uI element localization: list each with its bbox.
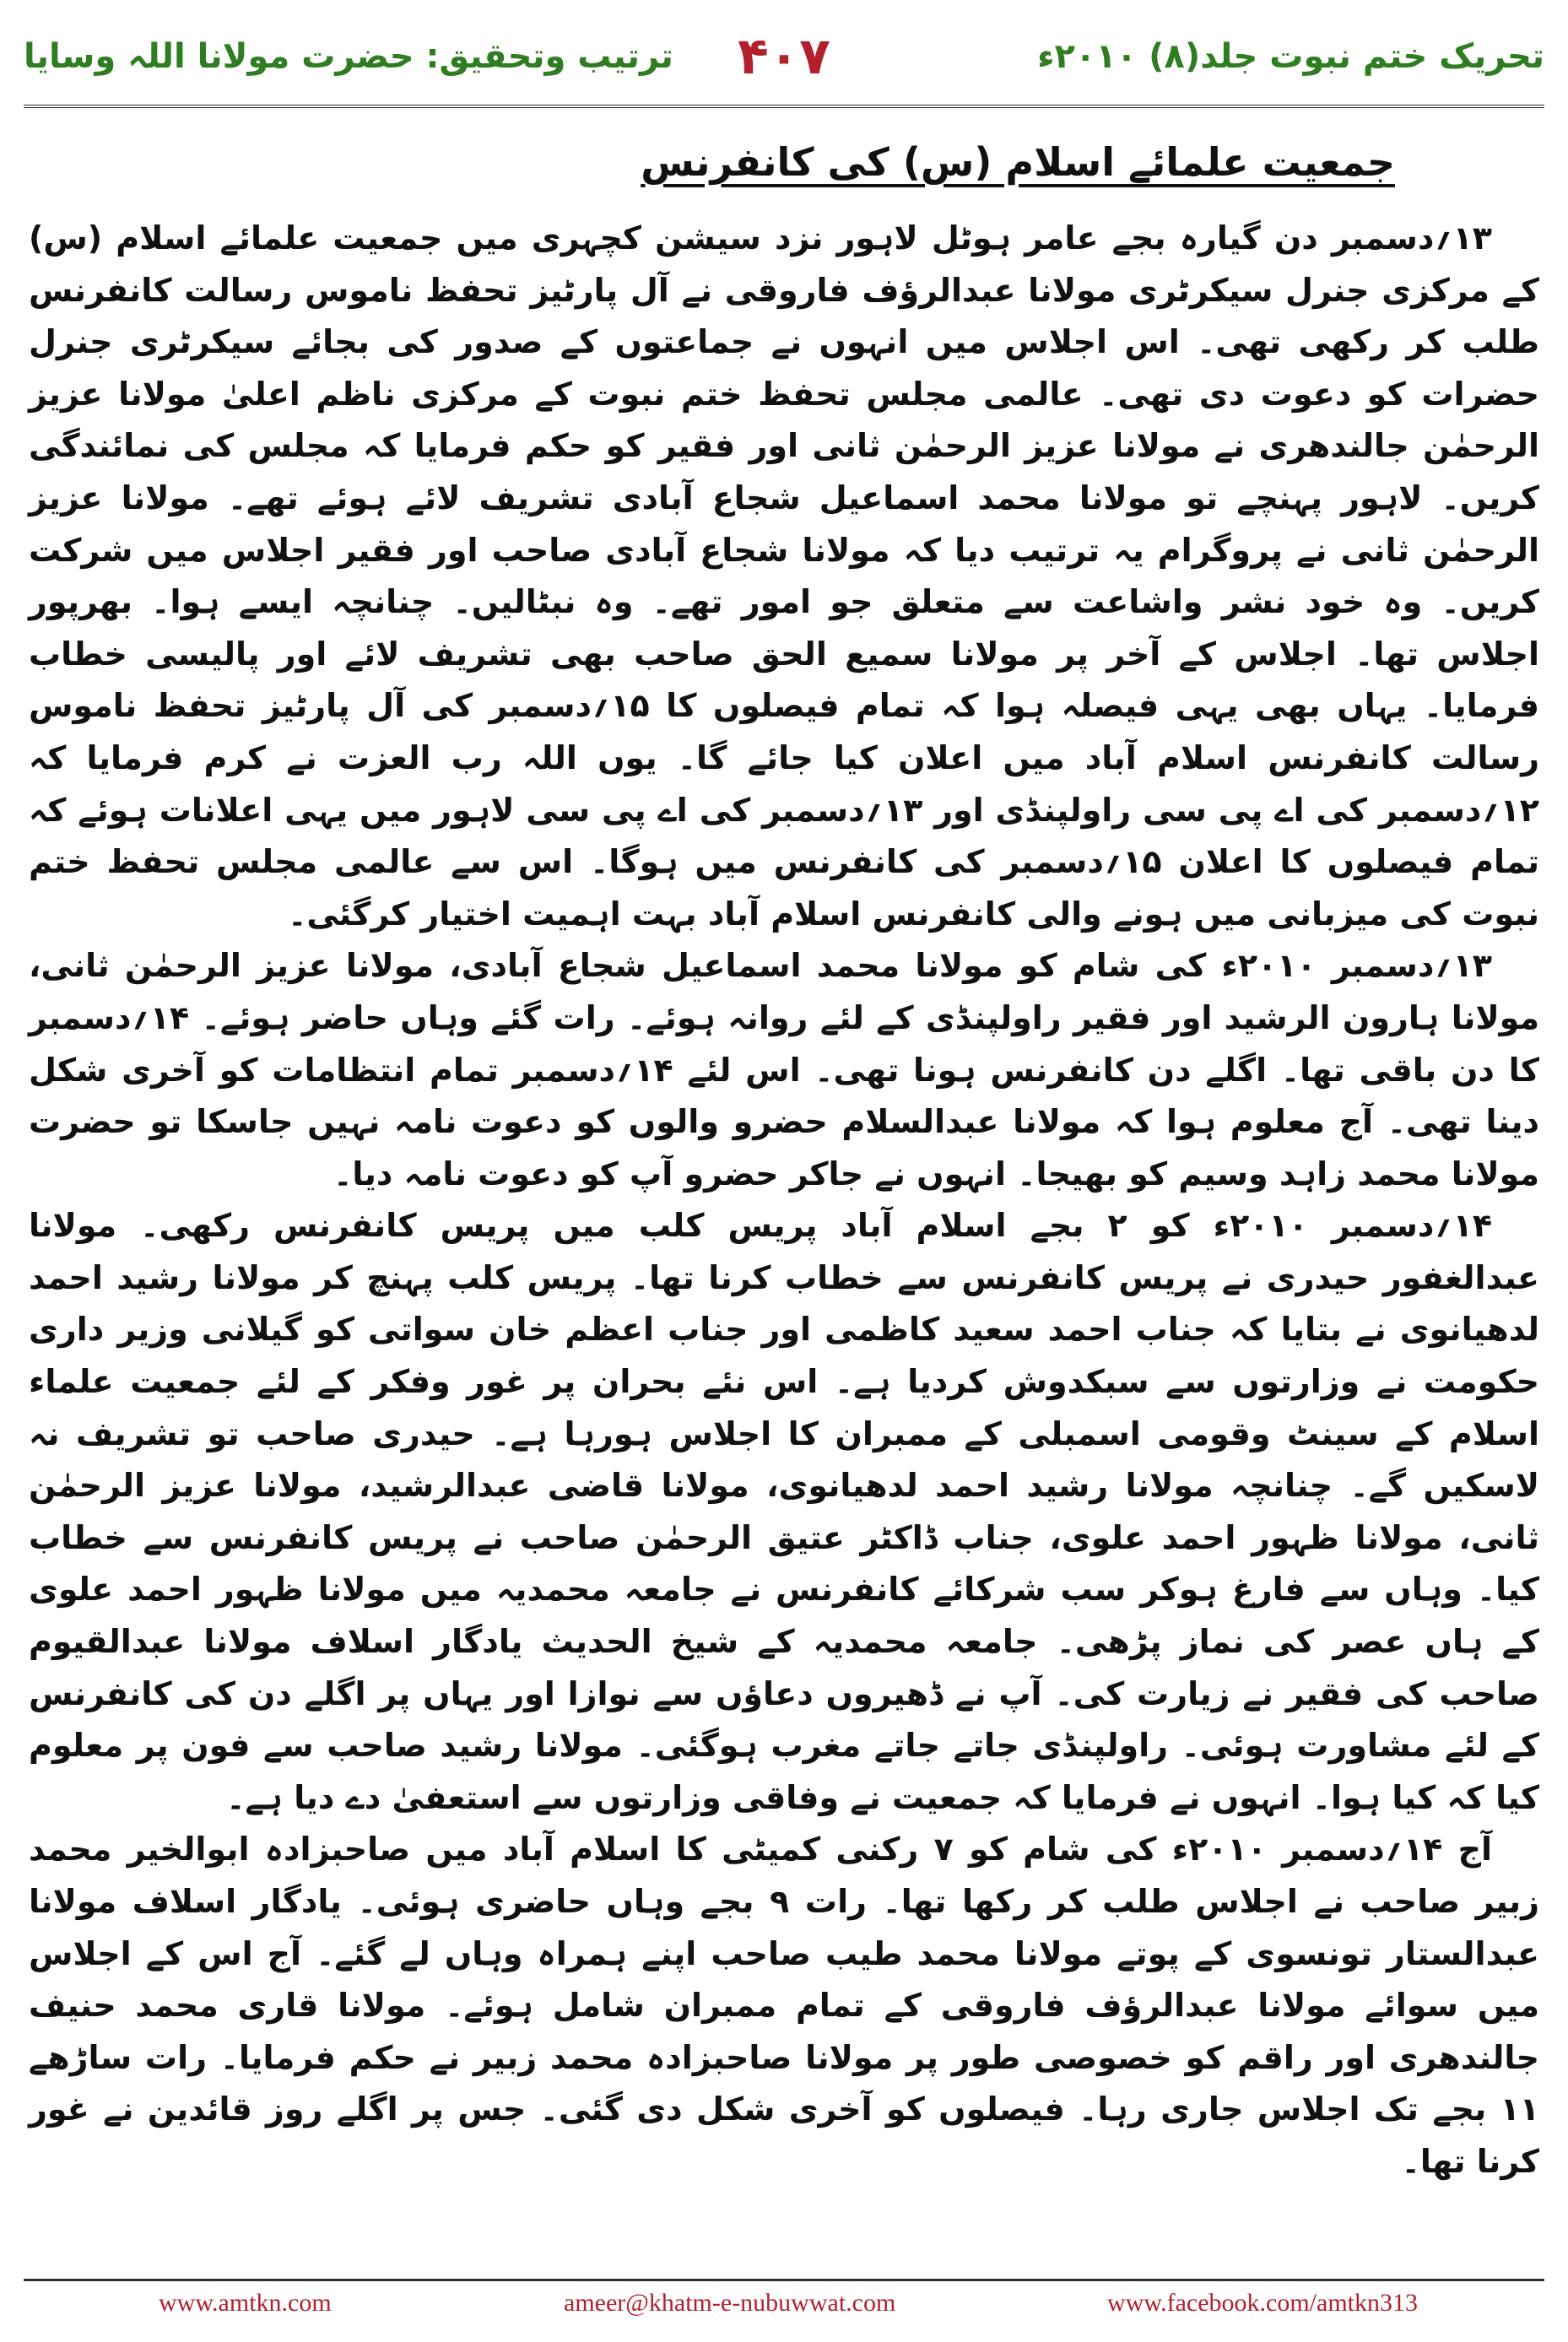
header-divider (24, 105, 1544, 108)
paragraph: آج ۱۴؍دسمبر ۲۰۱۰ء کی شام کو ۷ رکنی کمیٹی کا اسلام آباد میں صاحبزادہ ابوالخیر محمد زبیر صاحب نے اجلاس طلب کر رکھا تھا۔ رات ۹ بجے وہاں حاضری ہوئی۔ یادگار اسلاف مولانا عبدالستار تونسوی کے پوتے مولانا محمد طیب صاحب اپنے ہمراہ وہاں لے گئے۔ آج اس کے اجلاس میں سوائے مولانا عبدالرؤف فاروقی کے تمام ممبران شامل ہوئے۔ مولانا قاری محمد حنیف جالندھری اور راقم کو خصوصی طور پر مولانا صاحبزادہ محمد زبیر نے حکم فرمایا۔ رات ساڑھے ۱۱ بجے تک اجلاس جاری رہا۔ فیصلوں کو آخری شکل دی گئی۔ جس پر اگلے روز قائدین نے غور کرنا تھا۔ (29, 1831, 1539, 2180)
email-link[interactable]: ameer@khatm-e-nubuwwat.com (564, 2289, 896, 2317)
compiler-credit: ترتیب وتحقیق: حضرت مولانا اللہ وسایا (24, 37, 673, 76)
page-footer (24, 2289, 1544, 2323)
paragraph: ۱۴؍دسمبر ۲۰۱۰ء کو ۲ بجے اسلام آباد پریس کلب میں پریس کانفرنس رکھی۔ مولانا عبدالغفور حیدری نے پریس کانفرنس سے خطاب کرنا تھا۔ پریس کلب پہنچ کر مولانا رشید احمد لدھیانوی نے بتایا کہ جناب احمد سعید کاظمی اور جناب اعظم خان سواتی کو گیلانی وزیر داری حکومت نے وزارتوں سے سبکدوش کردیا ہے۔ اس نئے بحران پر غور وفکر کے لئے جمعیت علماء اسلام کے سینٹ وقومی اسمبلی کے ممبران کا اجلاس ہورہا ہے۔ حیدری صاحب تو تشریف نہ لاسکیں گے۔ چنانچہ مولانا رشید احمد لدھیانوی، مولانا قاضی عبدالرشید، مولانا عزیز الرحمٰن ثانی، مولانا ظہور احمد علوی، جناب ڈاکٹر عتیق الرحمٰن صاحب نے پریس کانفرنس سے خطاب کیا۔ وہاں سے فارغ ہوکر سب شرکائے کانفرنس نے جامعہ محمدیہ میں مولانا ظہور احمد علوی کے ہاں عصر کی نماز پڑھی۔ جامعہ محمدیہ کے شیخ الحدیث یادگار اسلاف مولانا عبدالقیوم صاحب کی فقیر نے زیارت کی۔ آپ نے ڈھیروں دعاؤں سے نوازا اور یہاں پر اگلے دن کی کانفرنس کے لئے مشاورت ہوئی۔ راولپنڈی جاتے جاتے مغرب ہوگئی۔ مولانا رشید صاحب سے فون پر معلوم کیا کہ کیا ہوا۔ انہوں نے فرمایا کہ جمعیت نے وفاقی وزارتوں سے استعفیٰ دے دیا ہے۔ (29, 1207, 1539, 1816)
page-number: ۴۰۷ (738, 27, 830, 86)
facebook-link[interactable]: www.facebook.com/amtkn313 (1107, 2289, 1418, 2317)
website-link[interactable]: www.amtkn.com (159, 2289, 332, 2317)
paragraph: ۱۳؍دسمبر دن گیارہ بجے عامر ہوٹل لاہور نزد سیشن کچہری میں جمعیت علمائے اسلام (س) کے مرکزی جنرل سیکرٹری مولانا عبدالرؤف فاروقی نے آل پارٹیز تحفظ ناموس رسالت کانفرنس طلب کر رکھی تھی۔ اس اجلاس میں انہوں نے جماعتوں کے صدور کی بجائے سیکرٹری جنرل حضرات کو دعوت دی تھی۔ عالمی مجلس تحفظ ختم نبوت کے مرکزی ناظم اعلیٰ مولانا عزیز الرحمٰن جالندھری نے مولانا عزیز الرحمٰن ثانی اور فقیر کو حکم فرمایا کہ مجلس کی نمائندگی کریں۔ لاہور پہنچے تو مولانا محمد اسماعیل شجاع آبادی تشریف لائے ہوئے تھے۔ مولانا عزیز الرحمٰن ثانی نے پروگرام یہ ترتیب دیا کہ مولانا شجاع آبادی صاحب اور فقیر اجلاس میں شرکت کریں۔ وہ خود نشر واشاعت سے متعلق جو امور تھے۔ وہ نبٹالیں۔ چنانچہ ایسے ہوا۔ بھرپور اجلاس تھا۔ اجلاس کے آخر پر مولانا سمیع الحق صاحب بھی تشریف لائے اور پالیسی خطاب فرمایا۔ یہاں بھی یہی فیصلہ ہوا کہ تمام فیصلوں کا ۱۵؍دسمبر کی آل پارٹیز تحفظ ناموس رسالت کانفرنس اسلام آباد میں اعلان کیا جائے گا۔ یوں اللہ رب العزت نے کرم فرمایا کہ ۱۲؍دسمبر کی اے پی سی راولپنڈی اور ۱۳؍دسمبر کی اے پی سی لاہور میں یہی اعلانات ہوئے کہ تمام فیصلوں کا اعلان ۱۵؍دسمبر کی کانفرنس میں ہوگا۔ اس سے عالمی مجلس تحفظ ختم نبوت کی میزبانی میں ہونے والی کانفرنس اسلام آباد بہت اہمیت اختیار کرگئی۔ (29, 219, 1539, 933)
page-header (24, 25, 1544, 93)
footer-divider (24, 2279, 1544, 2281)
paragraph: ۱۳؍دسمبر ۲۰۱۰ء کی شام کو مولانا محمد اسماعیل شجاع آبادی، مولانا عزیز الرحمٰن ثانی، مولانا ہارون الرشید اور فقیر راولپنڈی کے لئے روانہ ہوئے۔ رات گئے وہاں حاضر ہوئے۔ ۱۴؍دسمبر کا دن باقی تھا۔ اگلے دن کانفرنس ہونا تھی۔ اس لئے ۱۴؍دسمبر تمام انتظامات کو آخری شکل دینا تھی۔ آج معلوم ہوا کہ مولانا عبدالسلام حضرو والوں کو دعوت نامہ نہیں جاسکا تو حضرت مولانا محمد زاہد وسیم کو بھیجا۔ انہوں نے جاکر حضرو آپ کو دعوت نامہ دیا۔ (29, 947, 1539, 1193)
article-title: جمعیت علمائے اسلام (س) کی کانفرنس (641, 139, 1395, 185)
book-title: تحریک ختم نبوت جلد(۸) ۲۰۱۰ء (1037, 37, 1544, 76)
article-body (29, 213, 1539, 2188)
